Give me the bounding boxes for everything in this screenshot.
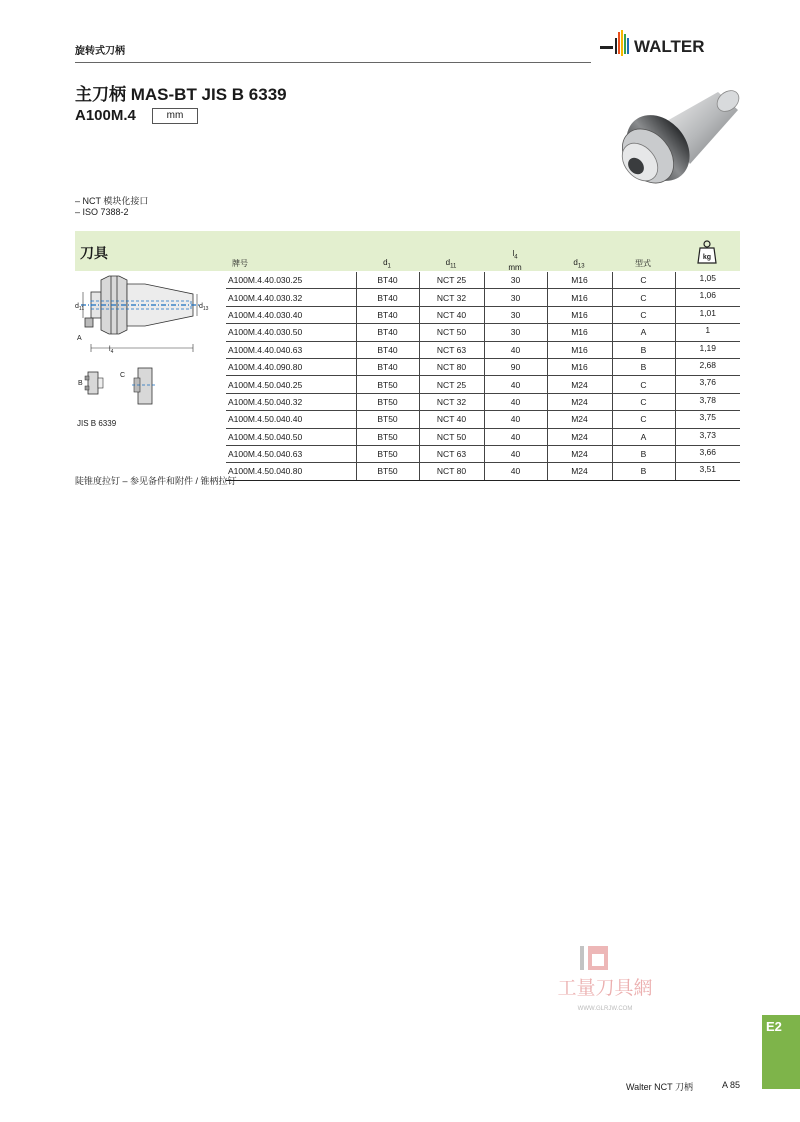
cell-d1: BT40 — [356, 324, 419, 341]
table-row — [226, 393, 740, 410]
cell-l4: 30 — [484, 324, 547, 341]
cell-d1: BT50 — [356, 411, 419, 428]
cell-kg: 1,06 — [675, 289, 740, 306]
cell-kg: 2,68 — [675, 358, 740, 375]
cell-part: A100M.4.40.090.80 — [226, 358, 356, 375]
cell-part: A100M.4.50.040.63 — [226, 445, 356, 462]
cell-l4: 40 — [484, 445, 547, 462]
cell-d13: M24 — [547, 411, 612, 428]
technical-drawing — [75, 272, 215, 357]
chapter-tab-label: E2 — [766, 1019, 782, 1034]
cell-d13: M24 — [547, 463, 612, 480]
product-photo — [610, 82, 745, 187]
cell-type: C — [612, 289, 675, 306]
cell-kg: 3,66 — [675, 445, 740, 462]
weight-kg-icon — [696, 239, 718, 265]
svg-text:B: B — [78, 380, 83, 387]
table-row — [226, 272, 740, 289]
cell-d11: NCT 32 — [419, 393, 484, 410]
cell-d11: NCT 25 — [419, 376, 484, 393]
table-row — [226, 289, 740, 306]
cell-l4: 30 — [484, 289, 547, 306]
cell-kg: 3,73 — [675, 428, 740, 445]
product-code: A100M.4 — [75, 107, 136, 124]
watermark-url: WWW.GLRJW.COM — [577, 1006, 633, 1012]
cell-d1: BT50 — [356, 393, 419, 410]
cell-l4: 30 — [484, 272, 547, 289]
cell-l4: 30 — [484, 306, 547, 323]
cell-d13: M16 — [547, 272, 612, 289]
cell-d1: BT40 — [356, 289, 419, 306]
cell-part: A100M.4.40.030.25 — [226, 272, 356, 289]
cell-type: B — [612, 358, 675, 375]
cell-d1: BT50 — [356, 463, 419, 480]
cell-l4: 40 — [484, 393, 547, 410]
variant-c-drawing — [120, 366, 160, 406]
cell-d11: NCT 63 — [419, 445, 484, 462]
cell-type: C — [612, 376, 675, 393]
cell-d11: NCT 40 — [419, 306, 484, 323]
svg-text:A: A — [77, 335, 82, 342]
table-row — [226, 324, 740, 341]
cell-l4: 40 — [484, 411, 547, 428]
cell-d13: M24 — [547, 445, 612, 462]
cell-type: A — [612, 324, 675, 341]
product-table — [226, 272, 740, 481]
cell-d1: BT50 — [356, 445, 419, 462]
cell-d11: NCT 25 — [419, 272, 484, 289]
cell-type: A — [612, 428, 675, 445]
cell-d11: NCT 63 — [419, 341, 484, 358]
table-row — [226, 376, 740, 393]
cell-type: B — [612, 341, 675, 358]
cell-d11: NCT 80 — [419, 358, 484, 375]
footnote: 陡锥度拉钉 – 参见备件和附件 / 锥柄拉钉 — [75, 476, 237, 486]
table-row — [226, 411, 740, 428]
cell-kg: 1,19 — [675, 341, 740, 358]
cell-kg: 3,78 — [675, 393, 740, 410]
cell-part: A100M.4.50.040.80 — [226, 463, 356, 480]
col-header-d1: $d_1$ — [383, 258, 391, 270]
cell-l4: 40 — [484, 376, 547, 393]
cell-d13: M24 — [547, 393, 612, 410]
cell-d1: BT40 — [356, 306, 419, 323]
cell-kg: 3,75 — [675, 411, 740, 428]
cell-part: A100M.4.50.040.32 — [226, 393, 356, 410]
page-number: A 85 — [722, 1080, 741, 1090]
col-header-d13: $d_{13}$ — [573, 258, 585, 270]
cell-d11: NCT 50 — [419, 324, 484, 341]
feature-list — [75, 196, 148, 218]
cell-kg: 3,51 — [675, 463, 740, 480]
table-row — [226, 428, 740, 445]
col-header-part-no: 牌号 — [232, 259, 248, 268]
cell-d11: NCT 80 — [419, 463, 484, 480]
cell-kg: 1 — [675, 324, 740, 341]
cell-type: C — [612, 306, 675, 323]
cell-l4: 40 — [484, 341, 547, 358]
cell-type: C — [612, 393, 675, 410]
cell-kg: 1,05 — [675, 272, 740, 289]
feature-item: – NCT 模块化接口 — [75, 196, 149, 206]
footer-brand: Walter NCT 刀柄 — [626, 1082, 694, 1092]
cell-part: A100M.4.40.030.32 — [226, 289, 356, 306]
cell-d11: NCT 50 — [419, 428, 484, 445]
cell-d1: BT40 — [356, 358, 419, 375]
header-divider — [75, 62, 591, 63]
cell-d13: M16 — [547, 358, 612, 375]
svg-text:l4: $l_4$ — [109, 346, 114, 355]
svg-text:d11: $d_{11}$ — [75, 303, 85, 312]
table-row — [226, 341, 740, 358]
watermark — [530, 940, 680, 1020]
cell-kg: 3,76 — [675, 376, 740, 393]
col-header-l4: $l_4$ mm — [508, 249, 522, 272]
cell-d13: M16 — [547, 289, 612, 306]
table-row — [226, 463, 740, 480]
logo-bars-icon — [600, 30, 629, 56]
cell-d11: NCT 32 — [419, 289, 484, 306]
cell-d13: M16 — [547, 341, 612, 358]
feature-item: – ISO 7388-2 — [75, 207, 129, 217]
unit-badge: mm — [152, 108, 198, 124]
section-header: 旋转式刀柄 — [75, 46, 125, 57]
cell-l4: 40 — [484, 463, 547, 480]
cell-d13: M24 — [547, 428, 612, 445]
watermark-logo-icon — [580, 946, 608, 970]
table-row — [226, 306, 740, 323]
cell-kg: 1,01 — [675, 306, 740, 323]
cell-d11: NCT 40 — [419, 411, 484, 428]
table-row — [226, 358, 740, 375]
cell-d13: M24 — [547, 376, 612, 393]
standard-label: JIS B 6339 — [77, 419, 117, 428]
cell-type: C — [612, 411, 675, 428]
variant-b-drawing — [78, 368, 108, 398]
cell-part: A100M.4.50.040.50 — [226, 428, 356, 445]
cell-part: A100M.4.40.030.40 — [226, 306, 356, 323]
svg-text:d13: $d_{13}$ — [199, 303, 209, 312]
cell-d1: BT50 — [356, 376, 419, 393]
cell-part: A100M.4.50.040.25 — [226, 376, 356, 393]
cell-type: B — [612, 445, 675, 462]
cell-type: C — [612, 272, 675, 289]
cell-part: A100M.4.40.040.63 — [226, 341, 356, 358]
col-header-type: 型式 — [635, 259, 651, 268]
cell-l4: 90 — [484, 358, 547, 375]
logo-wordmark: WALTER — [634, 37, 705, 56]
cell-l4: 40 — [484, 428, 547, 445]
cell-d1: BT50 — [356, 428, 419, 445]
section-title: 刀具 — [80, 245, 108, 261]
page-title: 主刀柄 MAS-BT JIS B 6339 — [75, 85, 287, 104]
walter-logo — [598, 28, 740, 58]
cell-type: B — [612, 463, 675, 480]
cell-part: A100M.4.50.040.40 — [226, 411, 356, 428]
svg-text:kg: kg — [702, 254, 712, 261]
col-header-d11: $d_{11}$ — [445, 258, 457, 270]
cell-d13: M16 — [547, 306, 612, 323]
cell-d1: BT40 — [356, 272, 419, 289]
cell-d13: M16 — [547, 324, 612, 341]
cell-d1: BT40 — [356, 341, 419, 358]
svg-text:C: C — [120, 372, 126, 379]
cell-part: A100M.4.40.030.50 — [226, 324, 356, 341]
watermark-text: 工量刀具網 — [557, 977, 653, 999]
table-row — [226, 445, 740, 462]
